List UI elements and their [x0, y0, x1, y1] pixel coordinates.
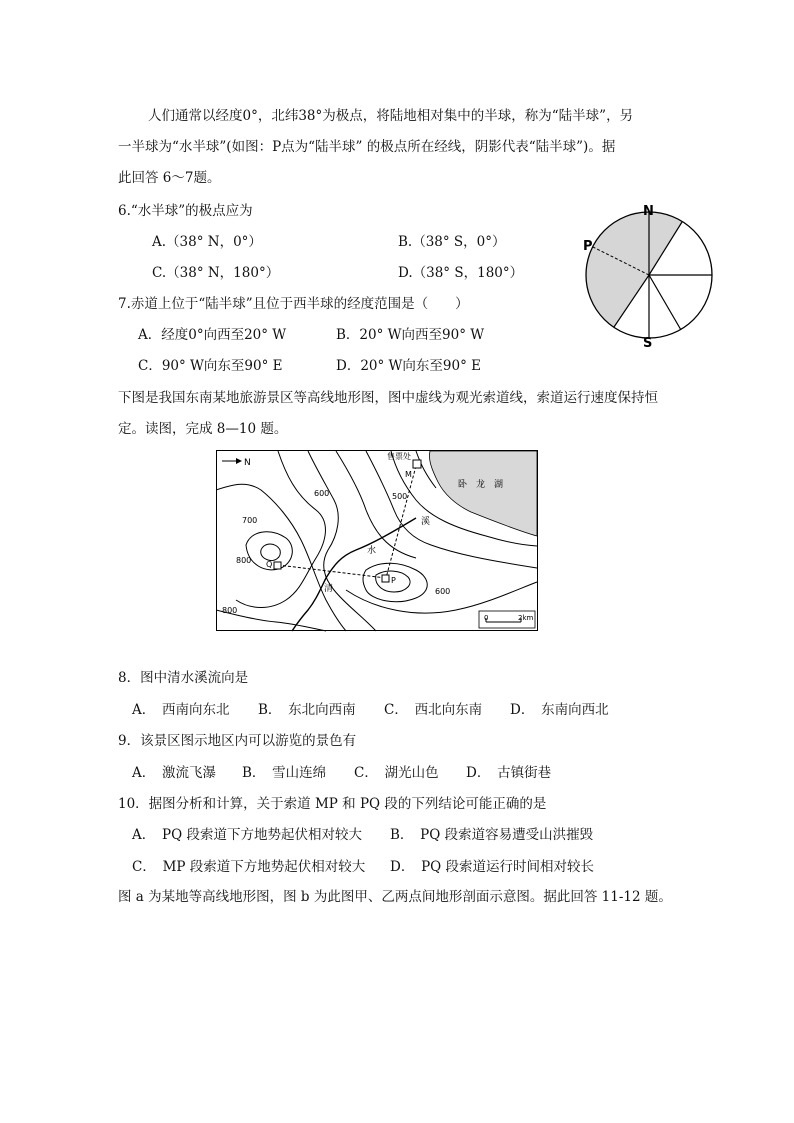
intro2-line-2: 定。读图，完成 8—10 题。	[118, 421, 288, 437]
contour-map	[216, 450, 538, 632]
q9-option-b: B． 雪山连绵	[242, 765, 327, 781]
q7-option-b: B．20° W向西至90° W	[336, 327, 485, 343]
stream-char-xi: 溪	[421, 517, 431, 527]
q8-option-a: A． 西南向东北	[132, 702, 230, 718]
intro-line-1: 人们通常以经度0°，北纬38°为极点，将陆地相对集中的半球，称为“陆半球”，另	[148, 108, 634, 124]
q8-option-b: B． 东北向西南	[258, 702, 356, 718]
ticket-office-label: 售票处	[387, 452, 411, 461]
q6-option-d: D.（38° S，180°）	[398, 265, 524, 281]
contour-600-label-b: 600	[435, 587, 451, 596]
q7-option-d: D．20° W向东至90° E	[336, 358, 481, 374]
station-q-label: Q	[266, 560, 273, 569]
stream-char-shui: 水	[367, 546, 377, 556]
q8-option-c: C． 西北向东南	[384, 702, 483, 718]
land-hemisphere-globe	[575, 195, 725, 355]
intro2-line-1: 下图是我国东南某地旅游景区等高线地形图，图中虚线为观光索道线，索道运行速度保持恒	[118, 390, 658, 406]
q10-option-a: A． PQ 段索道下方地势起伏相对较大	[132, 827, 362, 843]
q9-stem: 9．该景区图示地区内可以游览的景色有	[118, 733, 357, 749]
q7-stem: 7.赤道上位于“陆半球”且位于西半球的经度范围是（ ）	[118, 296, 469, 312]
intro-line-2: 一半球为“水半球”(如图：P点为“陆半球” 的极点所在经线，阴影代表“陆半球”)。据	[118, 139, 616, 155]
q6-option-a: A.（38° N，0°）	[152, 234, 262, 250]
q7-option-c: C．90° W向东至90° E	[138, 358, 283, 374]
q8-option-d: D． 东南向西北	[510, 702, 609, 718]
scale-zero: 0	[484, 614, 489, 622]
q10-option-b: B． PQ 段索道容易遭受山洪摧毁	[390, 827, 594, 843]
contour-800-label-a: 800	[236, 556, 252, 565]
q6-option-c: C.（38° N，180°）	[152, 265, 280, 281]
lake-label: 卧 龙 湖	[458, 480, 504, 490]
q10-option-d: D． PQ 段索道运行时间相对较长	[390, 859, 595, 875]
station-q	[274, 562, 281, 569]
q10-option-c: C． MP 段索道下方地势起伏相对较大	[132, 859, 366, 875]
scale-2km: 2km	[518, 614, 534, 622]
station-m-label: M	[405, 470, 412, 479]
q10-stem: 10．据图分析和计算，关于索道 MP 和 PQ 段的下列结论可能正确的是	[118, 796, 547, 812]
q6-option-b: B.（38° S，0°）	[398, 234, 506, 250]
contour-800-label-b: 800	[222, 606, 238, 615]
q9-option-d: D． 古镇街巷	[466, 765, 552, 781]
station-m	[413, 460, 421, 468]
intro-line-3: 此回答 6～7题。	[118, 170, 221, 186]
intro3-line: 图 a 为某地等高线地形图，图 b 为此图甲、乙两点间地形剖面示意图。据此回答 11-12 题。	[118, 889, 672, 905]
station-p	[382, 575, 389, 582]
globe-label-n: N	[643, 204, 654, 219]
stream-char-qing: 清	[324, 584, 334, 594]
contour-600-label-a: 600	[314, 489, 330, 498]
contour-500-label: 500	[392, 492, 408, 501]
north-label: N	[244, 458, 251, 468]
globe-label-s: S	[643, 336, 653, 351]
q8-stem: 8．图中清水溪流向是	[118, 670, 249, 686]
globe-label-p: P	[583, 239, 593, 254]
q6-stem: 6.“水半球”的极点应为	[118, 203, 253, 219]
station-p-label: P	[391, 576, 396, 585]
q9-option-c: C． 湖光山色	[354, 765, 439, 781]
q7-option-a: A．经度0°向西至20° W	[138, 327, 287, 343]
contour-700-label: 700	[242, 516, 258, 525]
q9-option-a: A． 激流飞瀑	[132, 765, 216, 781]
